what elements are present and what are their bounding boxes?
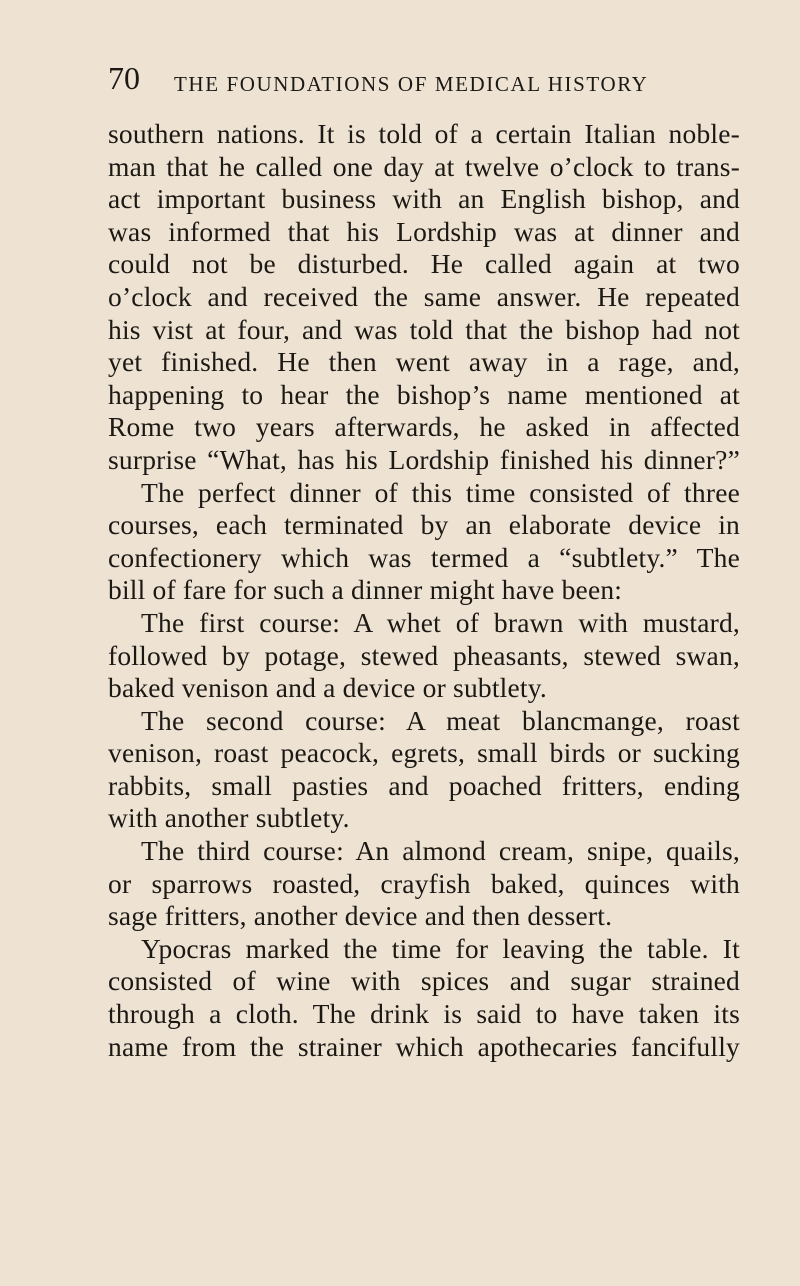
text-line: venison, roast peacock, egrets, small birds or sucking [108, 737, 740, 769]
text-line: The third course: An almond cream, snipe, quails, [141, 835, 740, 867]
text-line: followed by potage, stewed pheasants, stewed swan, [108, 639, 740, 671]
text-line: yet finished. He then went away in a rage, and, [108, 346, 740, 378]
text-line: name from the strainer which apothecaries fancifully [108, 1030, 740, 1062]
text-line: surprise “What, has his Lordship finished his dinner?” [108, 443, 740, 475]
text-line: Ypocras marked the time for leaving the table. It [141, 932, 740, 964]
text-line: through a cloth. The drink is said to have taken its [108, 998, 740, 1030]
text-line: baked venison and a device or subtlety. [108, 672, 548, 704]
text-line: sage fritters, another device and then dessert. [108, 900, 613, 932]
running-head [108, 62, 748, 102]
text-line: bill of fare for such a dinner might have been: [108, 574, 623, 606]
text-line: The perfect dinner of this time consisted of three [141, 476, 740, 508]
page-number: 70 [108, 60, 140, 96]
text-line: his vist at four, and was told that the bishop had not [108, 313, 740, 345]
body-text [108, 118, 740, 1063]
text-line: with another subtlety. [108, 802, 350, 834]
text-line: man that he called one day at twelve o’clock to trans- [108, 150, 740, 182]
text-line: Rome two years afterwards, he asked in affected [108, 411, 740, 443]
text-line: confectionery which was termed a “subtlety.” The [108, 541, 740, 573]
text-line: could not be disturbed. He called again at two [108, 248, 740, 280]
text-line: courses, each terminated by an elaborate device in [108, 509, 740, 541]
text-line: The second course: A meat blancmange, roast [141, 704, 740, 736]
text-line: The first course: A whet of brawn with mustard, [141, 606, 740, 638]
text-line: southern nations. It is told of a certain Italian noble- [108, 118, 740, 149]
text-line: rabbits, small pasties and poached fritters, ending [108, 769, 740, 801]
text-line: happening to hear the bishop’s name mentioned at [108, 378, 740, 410]
text-line: act important business with an English bishop, and [108, 183, 740, 215]
text-line: was informed that his Lordship was at dinner and [108, 215, 740, 247]
text-line: o’clock and received the same answer. He repeated [108, 280, 740, 312]
running-title: THE FOUNDATIONS OF MEDICAL HISTORY [174, 72, 649, 96]
text-line: or sparrows roasted, crayfish baked, quinces with [108, 867, 740, 899]
text-line: consisted of wine with spices and sugar strained [108, 965, 740, 997]
